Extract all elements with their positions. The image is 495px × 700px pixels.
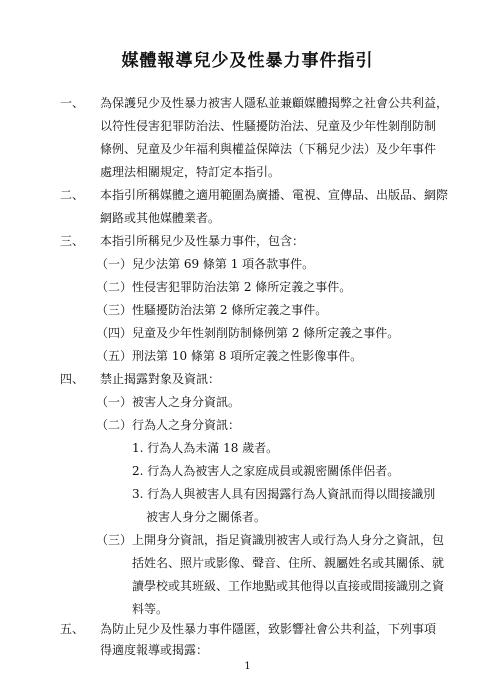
section-4-line-1: 禁止揭露對象及資訊： [100, 372, 221, 386]
section-4-item-3-line-1: （三）上開身分資訊，指足資識別被害人或行為人身分之資訊，包 [96, 533, 445, 547]
section-4-subitem-3-cont: 被害人身分之關係者。 [146, 510, 267, 524]
section-3-item-5: （五）刑法第 10 條第 8 項所定義之性影像事件。 [96, 349, 363, 363]
section-3-item-3: （三）性騷擾防治法第 2 條所定義之事件。 [96, 303, 328, 317]
section-5-line-2: 得適度報導或揭露： [100, 643, 209, 657]
section-number-4: 四、 [60, 372, 85, 386]
section-3-item-2: （二）性侵害犯罪防治法第 2 條所定義之事件。 [96, 280, 352, 294]
section-1-line-4: 處理法相關規定，特訂定本指引。 [100, 165, 281, 179]
section-number-5: 五、 [60, 622, 85, 636]
section-4-item-3-line-3: 讀學校或其班級、工作地點或其他得以直接或間接識別之資 [132, 579, 445, 593]
section-1-line-2: 以符性侵害犯罪防治法、性騷擾防治法、兒童及少年性剝削防制 [100, 119, 437, 133]
section-1-line-1: 為保護兒少及性暴力被害人隱私並兼顧媒體揭弊之社會公共利益， [100, 96, 449, 110]
section-4-item-3-line-2: 括姓名、照片或影像、聲音、住所、親屬姓名或其關係、就 [132, 556, 445, 570]
section-2-line-1: 本指引所稱媒體之適用範圍為廣播、電視、宣傳品、出版品、網際 [100, 188, 449, 202]
section-4-subitem-2: 2. 行為人為被害人之家庭成員或親密關係伴侶者。 [132, 464, 400, 478]
section-number-1: 一、 [60, 96, 85, 110]
section-3-line-1: 本指引所稱兒少及性暴力事件，包含： [100, 234, 305, 248]
section-1-line-3: 條例、兒童及少年福利與權益保障法（下稱兒少法）及少年事件 [100, 142, 437, 156]
section-3-item-1: （一）兒少法第 69 條第 1 項各款事件。 [96, 257, 315, 271]
section-2-line-2: 網路或其他媒體業者。 [100, 211, 221, 225]
section-3-item-4: （四）兒童及少年性剝削防制條例第 2 條所定義之事件。 [96, 326, 400, 340]
section-4-item-3-line-4: 料等。 [132, 602, 169, 616]
section-number-2: 二、 [60, 188, 85, 202]
section-4-item-1: （一）被害人之身分資訊。 [96, 395, 241, 409]
section-number-3: 三、 [60, 234, 85, 248]
page-number: 1 [244, 661, 251, 672]
section-5-line-1: 為防止兒少及性暴力事件隱匿，致影響社會公共利益，下列事項 [100, 622, 437, 636]
page-title: 媒體報導兒少及性暴力事件指引 [121, 51, 374, 71]
section-4-item-2: （二）行為人之身分資訊： [96, 418, 241, 432]
section-4-subitem-3: 3. 行為人與被害人具有因揭露行為人資訊而得以間接識別 [132, 487, 436, 501]
section-4-subitem-1: 1. 行為人為未滿 18 歲者。 [132, 441, 279, 455]
